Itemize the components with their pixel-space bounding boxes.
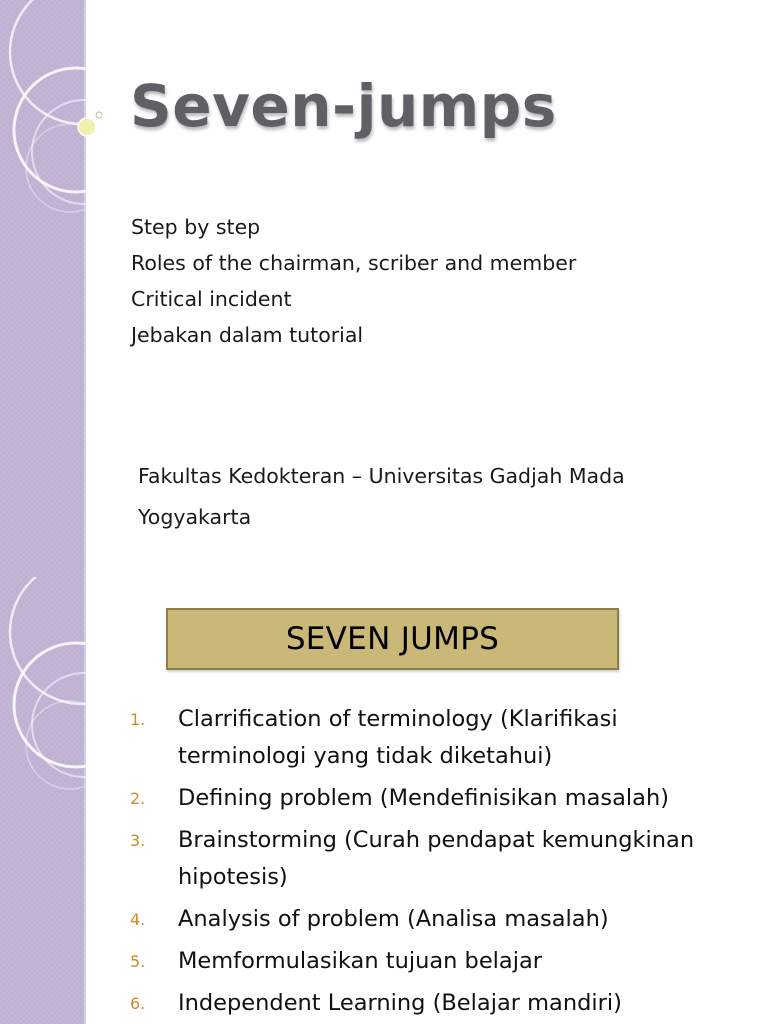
faculty-city: Yogyakarta bbox=[138, 505, 252, 529]
list-item bbox=[130, 985, 748, 1022]
heading-text: SEVEN JUMPS bbox=[285, 621, 500, 657]
list-item bbox=[130, 780, 748, 817]
subtitle-item: Jebakan dalam tutorial bbox=[131, 323, 364, 347]
yellow-dot-icon bbox=[0, 0, 120, 160]
steps-list bbox=[130, 701, 748, 1024]
step-number: 6. bbox=[130, 994, 146, 1013]
list-item bbox=[130, 943, 748, 980]
step-number: 3. bbox=[130, 831, 146, 850]
decorative-circles-icon bbox=[0, 577, 150, 837]
subtitle-item: Step by step bbox=[131, 215, 261, 239]
subtitle-item: Roles of the chairman, scriber and member bbox=[131, 251, 577, 275]
subtitle-item: Critical incident bbox=[131, 287, 292, 311]
step-number: 4. bbox=[130, 910, 146, 929]
step-number: 5. bbox=[130, 952, 146, 971]
step-text: Memformulasikan tujuan belajar bbox=[178, 948, 542, 974]
faculty-block bbox=[138, 456, 625, 538]
step-text: Independent Learning (Belajar mandiri) bbox=[178, 990, 622, 1016]
list-item bbox=[130, 822, 748, 896]
slide-title: Seven-jumps bbox=[130, 72, 557, 140]
heading-box bbox=[166, 608, 619, 670]
step-text: Brainstorming (Curah pendapat kemungkinan hipotesis) bbox=[178, 827, 695, 890]
faculty-name: Fakultas Kedokteran – Universitas Gadjah Mada bbox=[138, 464, 625, 488]
list-item bbox=[130, 701, 748, 775]
list-item bbox=[130, 901, 748, 938]
seven-jumps-slide bbox=[0, 577, 768, 1024]
step-number: 1. bbox=[130, 710, 146, 729]
step-text: Analysis of problem (Analisa masalah) bbox=[178, 906, 609, 932]
step-text: Clarrification of terminology (Klarifikasi terminologi yang tidak diketahui) bbox=[178, 706, 618, 769]
step-number: 2. bbox=[130, 789, 146, 808]
subtitle-list bbox=[131, 209, 576, 353]
step-text: Defining problem (Mendefinisikan masalah) bbox=[178, 785, 670, 811]
